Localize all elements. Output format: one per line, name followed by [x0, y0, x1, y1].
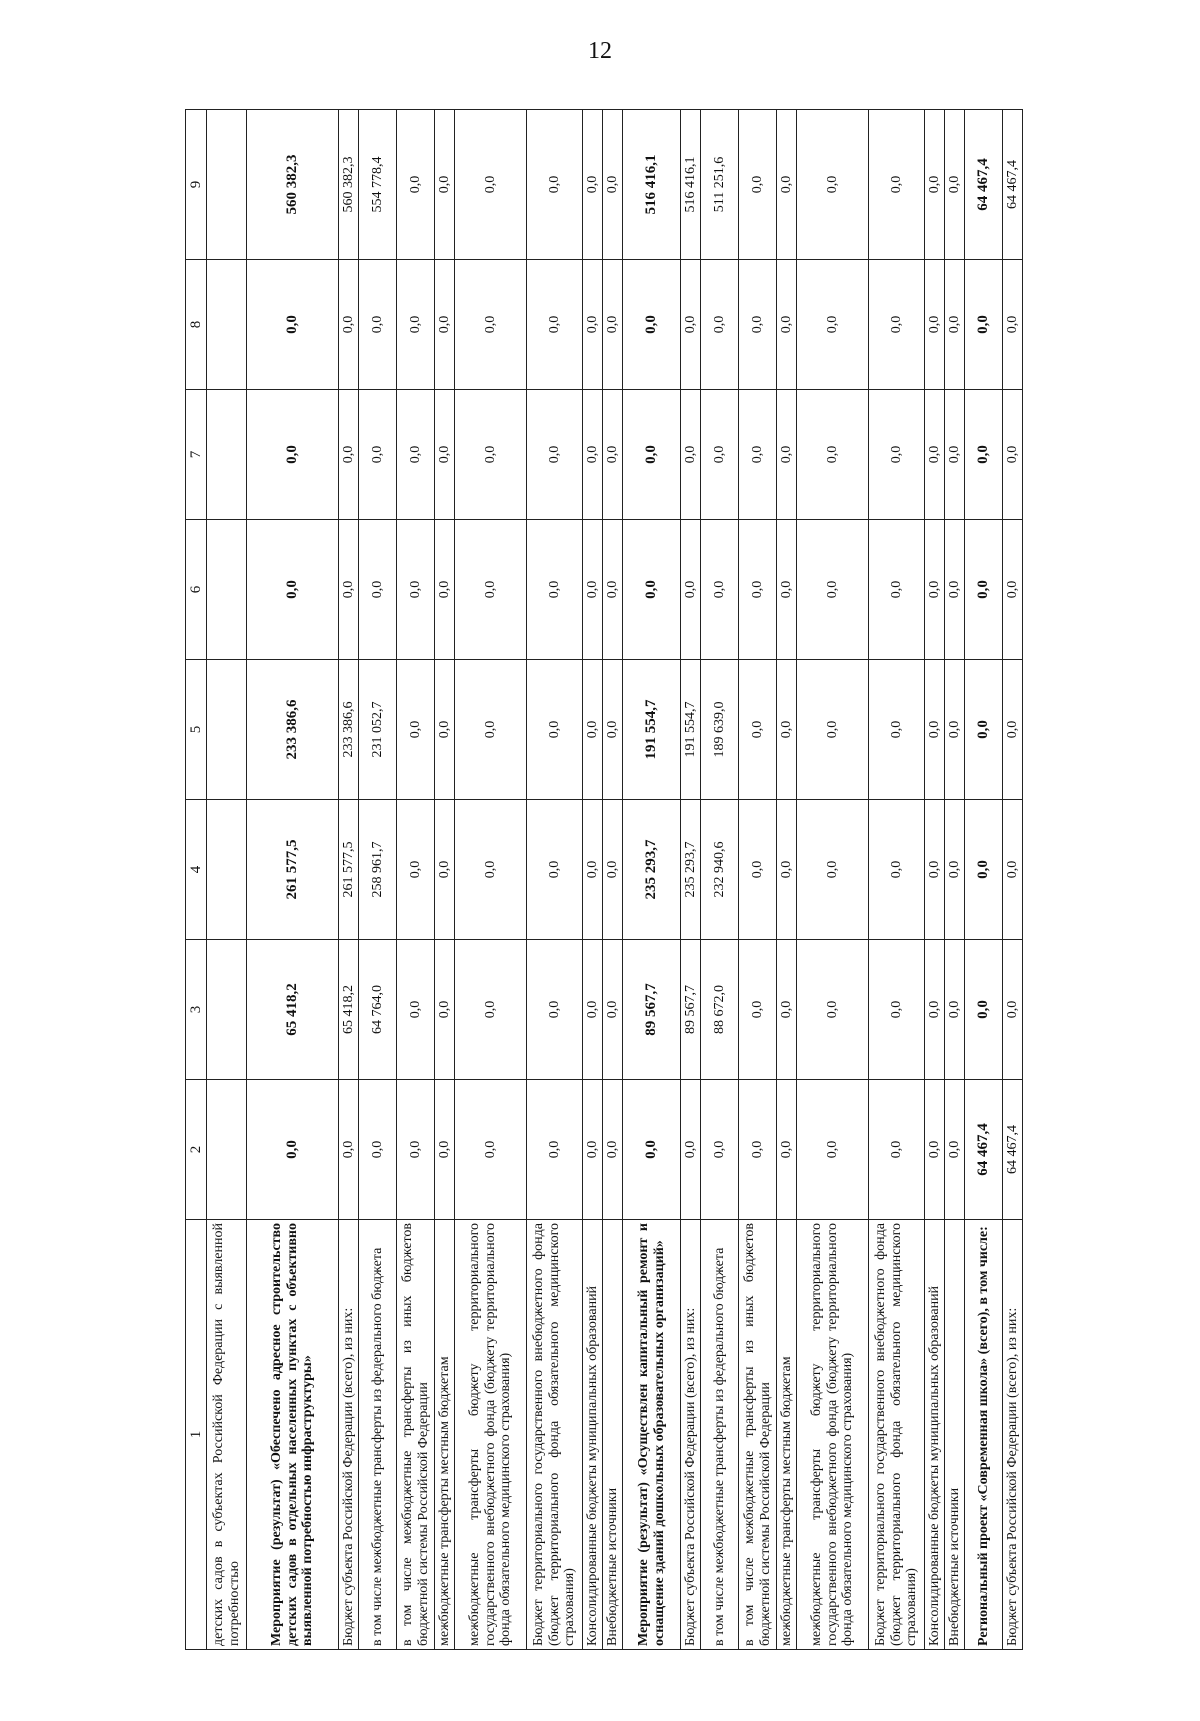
- value-cell: 0,0: [739, 390, 777, 520]
- value-cell: 0,0: [397, 390, 435, 520]
- value-cell: 64 764,0: [359, 940, 397, 1080]
- value-cell: 0,0: [603, 800, 623, 940]
- value-cell: 0,0: [925, 1080, 945, 1220]
- value-cell: 233 386,6: [339, 660, 359, 800]
- value-cell: 0,0: [583, 390, 603, 520]
- row-label: детских садов в субъектах Российской Федерации с выявленной потребностью: [207, 1220, 247, 1650]
- value-cell: 0,0: [455, 660, 527, 800]
- value-cell: 0,0: [1003, 520, 1023, 660]
- value-cell: 0,0: [397, 520, 435, 660]
- value-cell: [207, 260, 247, 390]
- value-cell: 0,0: [583, 940, 603, 1080]
- header-cell: 3: [186, 940, 207, 1080]
- value-cell: 0,0: [247, 520, 339, 660]
- header-row: [186, 110, 207, 1650]
- value-cell: 0,0: [945, 1080, 965, 1220]
- value-cell: 0,0: [527, 110, 583, 260]
- value-cell: 64 467,4: [965, 110, 1003, 260]
- row-label: Внебюджетные источники: [945, 1220, 965, 1650]
- value-cell: 0,0: [701, 1080, 739, 1220]
- value-cell: 560 382,3: [339, 110, 359, 260]
- header-cell: 9: [186, 110, 207, 260]
- value-cell: 89 567,7: [623, 940, 681, 1080]
- value-cell: 0,0: [965, 800, 1003, 940]
- row-label: межбюджетные трансферты бюджету территориального государственного внебюджетного фонда (бюджету территориального фонда обязательного медицинского страхования): [455, 1220, 527, 1650]
- value-cell: 0,0: [455, 520, 527, 660]
- row-label: Внебюджетные источники: [603, 1220, 623, 1650]
- value-cell: 0,0: [397, 1080, 435, 1220]
- value-cell: 0,0: [869, 110, 925, 260]
- header-cell: 2: [186, 1080, 207, 1220]
- table-row: [247, 110, 339, 1650]
- value-cell: 0,0: [701, 390, 739, 520]
- row-label: Мероприятие (результат) «Осуществлен капитальный ремонт и оснащение зданий дошкольных образовательных организаций»: [623, 1220, 681, 1650]
- value-cell: 0,0: [359, 1080, 397, 1220]
- value-cell: 0,0: [925, 390, 945, 520]
- value-cell: 511 251,6: [701, 110, 739, 260]
- value-cell: 0,0: [435, 260, 455, 390]
- value-cell: 261 577,5: [339, 800, 359, 940]
- value-cell: 0,0: [583, 520, 603, 660]
- value-cell: 0,0: [945, 940, 965, 1080]
- value-cell: 0,0: [435, 800, 455, 940]
- value-cell: 0,0: [1003, 260, 1023, 390]
- row-label: Бюджет субъекта Российской Федерации (всего), из них:: [681, 1220, 701, 1650]
- value-cell: 0,0: [777, 520, 797, 660]
- table-row: [777, 110, 797, 1650]
- value-cell: 0,0: [869, 660, 925, 800]
- value-cell: 233 386,6: [247, 660, 339, 800]
- value-cell: 0,0: [583, 800, 603, 940]
- value-cell: 0,0: [777, 800, 797, 940]
- value-cell: 191 554,7: [681, 660, 701, 800]
- row-label: межбюджетные трансферты бюджету территориального государственного внебюджетного фонда (бюджету территориального фонда обязательного медицинского страхования): [797, 1220, 869, 1650]
- row-label: Бюджет субъекта Российской Федерации (всего), из них:: [339, 1220, 359, 1650]
- row-label: Мероприятие (результат) «Обеспечено адресное строительство детских садов в отдельных населенных пунктах с объективно выявленной потребностью инфраструктуры»: [247, 1220, 339, 1650]
- value-cell: 0,0: [339, 1080, 359, 1220]
- value-cell: 0,0: [965, 520, 1003, 660]
- value-cell: 0,0: [527, 660, 583, 800]
- value-cell: 258 961,7: [359, 800, 397, 940]
- value-cell: 0,0: [435, 390, 455, 520]
- value-cell: 0,0: [527, 800, 583, 940]
- value-cell: [207, 110, 247, 260]
- value-cell: [207, 520, 247, 660]
- value-cell: 0,0: [359, 520, 397, 660]
- value-cell: 0,0: [869, 520, 925, 660]
- value-cell: 0,0: [925, 520, 945, 660]
- value-cell: 0,0: [397, 110, 435, 260]
- value-cell: 0,0: [945, 110, 965, 260]
- value-cell: 64 467,4: [1003, 110, 1023, 260]
- value-cell: 0,0: [455, 110, 527, 260]
- table-row: [965, 110, 1003, 1650]
- value-cell: 0,0: [869, 390, 925, 520]
- value-cell: 0,0: [777, 390, 797, 520]
- value-cell: 0,0: [623, 260, 681, 390]
- value-cell: 0,0: [603, 940, 623, 1080]
- value-cell: 0,0: [339, 260, 359, 390]
- table-row: [945, 110, 965, 1650]
- value-cell: 0,0: [797, 800, 869, 940]
- value-cell: 0,0: [527, 260, 583, 390]
- value-cell: 0,0: [603, 390, 623, 520]
- table-row: [797, 110, 869, 1650]
- value-cell: 0,0: [797, 660, 869, 800]
- value-cell: 0,0: [797, 390, 869, 520]
- value-cell: 560 382,3: [247, 110, 339, 260]
- value-cell: 0,0: [527, 390, 583, 520]
- value-cell: 0,0: [739, 940, 777, 1080]
- table-row: [339, 110, 359, 1650]
- value-cell: 0,0: [925, 660, 945, 800]
- value-cell: 0,0: [777, 940, 797, 1080]
- value-cell: 0,0: [701, 520, 739, 660]
- value-cell: 235 293,7: [623, 800, 681, 940]
- value-cell: 0,0: [925, 260, 945, 390]
- row-label: Консолидированные бюджеты муниципальных образований: [583, 1220, 603, 1650]
- row-label: в том числе межбюджетные трансферты из иных бюджетов бюджетной системы Российской Федерации: [739, 1220, 777, 1650]
- table-row: [397, 110, 435, 1650]
- value-cell: 0,0: [965, 390, 1003, 520]
- value-cell: 0,0: [945, 390, 965, 520]
- page-number: 12: [588, 38, 612, 64]
- table-row: [739, 110, 777, 1650]
- value-cell: 0,0: [455, 390, 527, 520]
- value-cell: 0,0: [455, 800, 527, 940]
- table-row: [1003, 110, 1023, 1650]
- value-cell: 0,0: [945, 260, 965, 390]
- value-cell: 0,0: [397, 260, 435, 390]
- value-cell: 516 416,1: [681, 110, 701, 260]
- value-cell: 0,0: [925, 800, 945, 940]
- header-cell: 1: [186, 1220, 207, 1650]
- row-label: Бюджет территориального государственного внебюджетного фонда (бюджет территориального фонда обязательного медицинского страхования): [527, 1220, 583, 1650]
- value-cell: 0,0: [623, 390, 681, 520]
- value-cell: 0,0: [603, 260, 623, 390]
- table-row: [701, 110, 739, 1650]
- value-cell: 89 567,7: [681, 940, 701, 1080]
- value-cell: 0,0: [527, 1080, 583, 1220]
- value-cell: 0,0: [435, 1080, 455, 1220]
- value-cell: 0,0: [435, 520, 455, 660]
- header-cell: 7: [186, 390, 207, 520]
- budget-table: [185, 109, 1023, 1650]
- value-cell: [207, 660, 247, 800]
- value-cell: 0,0: [583, 660, 603, 800]
- value-cell: 0,0: [583, 1080, 603, 1220]
- table-row: [623, 110, 681, 1650]
- table-row: [527, 110, 583, 1650]
- header-cell: 5: [186, 660, 207, 800]
- row-label: в том числе межбюджетные трансферты из федерального бюджета: [359, 1220, 397, 1650]
- value-cell: 0,0: [739, 660, 777, 800]
- value-cell: 0,0: [603, 110, 623, 260]
- row-label: Бюджет субъекта Российской Федерации (всего), из них:: [1003, 1220, 1023, 1650]
- table-row: [207, 110, 247, 1650]
- value-cell: 0,0: [359, 260, 397, 390]
- value-cell: 0,0: [455, 260, 527, 390]
- value-cell: 0,0: [359, 390, 397, 520]
- value-cell: 0,0: [681, 520, 701, 660]
- table-row: [603, 110, 623, 1650]
- value-cell: 0,0: [701, 260, 739, 390]
- value-cell: 0,0: [869, 1080, 925, 1220]
- value-cell: 0,0: [797, 940, 869, 1080]
- value-cell: 0,0: [777, 110, 797, 260]
- table-row: [359, 110, 397, 1650]
- value-cell: 0,0: [1003, 800, 1023, 940]
- row-label: Бюджет территориального государственного внебюджетного фонда (бюджет территориального фонда обязательного медицинского страхования): [869, 1220, 925, 1650]
- header-cell: 8: [186, 260, 207, 390]
- value-cell: 0,0: [455, 1080, 527, 1220]
- value-cell: 0,0: [435, 110, 455, 260]
- value-cell: 0,0: [1003, 390, 1023, 520]
- table-row: [869, 110, 925, 1650]
- value-cell: 516 416,1: [623, 110, 681, 260]
- value-cell: 0,0: [247, 390, 339, 520]
- value-cell: 191 554,7: [623, 660, 681, 800]
- value-cell: 0,0: [527, 940, 583, 1080]
- value-cell: 0,0: [247, 1080, 339, 1220]
- value-cell: 64 467,4: [1003, 1080, 1023, 1220]
- value-cell: 0,0: [455, 940, 527, 1080]
- value-cell: 231 052,7: [359, 660, 397, 800]
- value-cell: 0,0: [945, 800, 965, 940]
- value-cell: 0,0: [583, 260, 603, 390]
- value-cell: 0,0: [397, 800, 435, 940]
- value-cell: 0,0: [739, 260, 777, 390]
- value-cell: 0,0: [739, 520, 777, 660]
- value-cell: 0,0: [339, 390, 359, 520]
- rotated-table-frame: [185, 110, 1045, 1650]
- value-cell: 0,0: [869, 800, 925, 940]
- value-cell: 0,0: [777, 1080, 797, 1220]
- value-cell: 0,0: [869, 260, 925, 390]
- value-cell: 554 778,4: [359, 110, 397, 260]
- value-cell: 235 293,7: [681, 800, 701, 940]
- table-body: [186, 110, 1023, 1650]
- value-cell: 0,0: [1003, 940, 1023, 1080]
- table-row: [583, 110, 603, 1650]
- row-label: Консолидированные бюджеты муниципальных образований: [925, 1220, 945, 1650]
- value-cell: 0,0: [945, 660, 965, 800]
- value-cell: 65 418,2: [339, 940, 359, 1080]
- value-cell: 261 577,5: [247, 800, 339, 940]
- value-cell: 0,0: [623, 1080, 681, 1220]
- value-cell: 0,0: [603, 660, 623, 800]
- table-row: [681, 110, 701, 1650]
- value-cell: 0,0: [965, 660, 1003, 800]
- value-cell: 0,0: [397, 940, 435, 1080]
- value-cell: 0,0: [777, 660, 797, 800]
- value-cell: 0,0: [777, 260, 797, 390]
- value-cell: 0,0: [797, 260, 869, 390]
- value-cell: 0,0: [681, 260, 701, 390]
- header-cell: 4: [186, 800, 207, 940]
- row-label: в том числе межбюджетные трансферты из иных бюджетов бюджетной системы Российской Федерации: [397, 1220, 435, 1650]
- value-cell: 0,0: [739, 800, 777, 940]
- table-container: [185, 110, 1045, 1650]
- row-label: Региональный проект «Современная школа» (всего), в том числе:: [965, 1220, 1003, 1650]
- value-cell: 232 940,6: [701, 800, 739, 940]
- table-row: [925, 110, 945, 1650]
- value-cell: 0,0: [797, 1080, 869, 1220]
- value-cell: 189 639,0: [701, 660, 739, 800]
- value-cell: 64 467,4: [965, 1080, 1003, 1220]
- value-cell: 0,0: [397, 660, 435, 800]
- value-cell: 0,0: [869, 940, 925, 1080]
- header-cell: 6: [186, 520, 207, 660]
- row-label: межбюджетные трансферты местным бюджетам: [435, 1220, 455, 1650]
- value-cell: [207, 800, 247, 940]
- value-cell: 0,0: [925, 110, 945, 260]
- value-cell: 88 672,0: [701, 940, 739, 1080]
- value-cell: [207, 940, 247, 1080]
- value-cell: 0,0: [435, 940, 455, 1080]
- value-cell: 0,0: [603, 520, 623, 660]
- row-label: межбюджетные трансферты местным бюджетам: [777, 1220, 797, 1650]
- value-cell: 0,0: [797, 110, 869, 260]
- value-cell: 0,0: [681, 1080, 701, 1220]
- value-cell: 0,0: [435, 660, 455, 800]
- value-cell: [207, 390, 247, 520]
- value-cell: 0,0: [1003, 660, 1023, 800]
- row-label: в том числе межбюджетные трансферты из федерального бюджета: [701, 1220, 739, 1650]
- value-cell: 0,0: [965, 260, 1003, 390]
- value-cell: 0,0: [739, 1080, 777, 1220]
- value-cell: [207, 1080, 247, 1220]
- value-cell: 0,0: [247, 260, 339, 390]
- value-cell: 65 418,2: [247, 940, 339, 1080]
- value-cell: 0,0: [797, 520, 869, 660]
- value-cell: 0,0: [527, 520, 583, 660]
- value-cell: 0,0: [925, 940, 945, 1080]
- table-row: [455, 110, 527, 1650]
- value-cell: 0,0: [603, 1080, 623, 1220]
- value-cell: 0,0: [623, 520, 681, 660]
- value-cell: 0,0: [739, 110, 777, 260]
- value-cell: 0,0: [945, 520, 965, 660]
- table-row: [435, 110, 455, 1650]
- value-cell: 0,0: [583, 110, 603, 260]
- value-cell: 0,0: [681, 390, 701, 520]
- value-cell: 0,0: [965, 940, 1003, 1080]
- value-cell: 0,0: [339, 520, 359, 660]
